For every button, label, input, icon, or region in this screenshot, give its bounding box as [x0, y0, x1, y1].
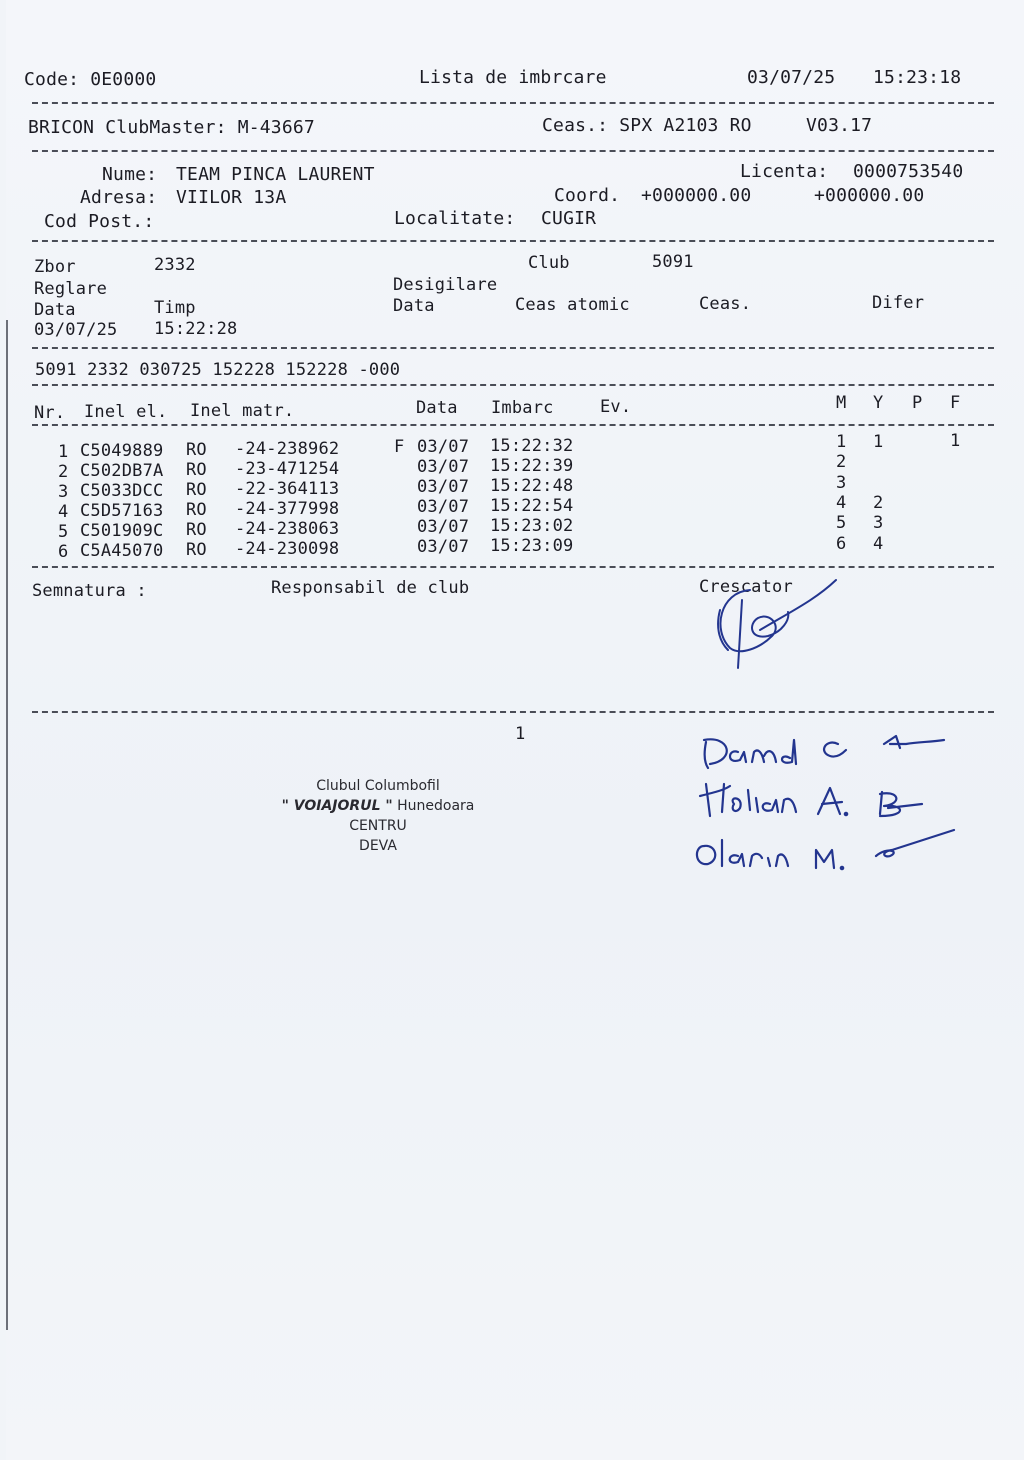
row-1-country: RO [186, 440, 207, 460]
time-label: Timp [154, 298, 196, 318]
postcode-label: Cod Post.: [44, 211, 155, 232]
row-3-ring: -22-364113 [235, 479, 340, 499]
locality-value: CUGIR [541, 208, 597, 229]
stamp-line-1: Clubul Columbofil [316, 778, 440, 794]
row-6-time: 15:23:09 [490, 536, 574, 556]
stamp-club-name: " VOIAJORUL " [281, 798, 393, 814]
flight-code-line: 5091 2332 030725 152228 152228 -000 [35, 360, 401, 380]
row-4-nr: 4 [58, 502, 69, 522]
row-1-ring-el: C5049889 [80, 441, 164, 461]
row-5-country: RO [186, 520, 207, 540]
row-1-y: 1 [873, 432, 884, 452]
row-2-m: 2 [836, 452, 847, 472]
row-5-ring: -24-238063 [235, 519, 340, 539]
row-4-time: 15:22:54 [490, 496, 574, 516]
col-p: P [912, 393, 923, 413]
col-m: M [836, 393, 847, 413]
col-ev: Ev. [600, 397, 632, 417]
row-4-ring: -24-377998 [235, 499, 340, 519]
row-6-ring-el: C5A45070 [80, 541, 164, 561]
row-4-y: 2 [873, 493, 884, 513]
club-representative-label: Responsabil de club [271, 578, 470, 598]
clock-label: Ceas.: SPX A2103 RO [542, 115, 752, 136]
page-number: 1 [515, 724, 526, 744]
row-5-m: 5 [836, 513, 847, 533]
signature-label: Semnatura : [32, 581, 147, 601]
row-3-m: 3 [836, 473, 847, 493]
coord-label: Coord. [554, 185, 621, 206]
clock-time-label: Ceas. [699, 294, 752, 314]
license-value: 0000753540 [853, 161, 964, 182]
row-1-time: 15:22:32 [490, 436, 574, 456]
license-label: Licenta: [740, 161, 829, 182]
club-label: Club [528, 253, 570, 273]
club-value: 5091 [652, 252, 694, 272]
col-y: Y [873, 393, 884, 413]
flight-label: Zbor [34, 257, 76, 277]
row-6-nr: 6 [58, 542, 69, 562]
row-6-date: 03/07 [417, 537, 470, 557]
address-label: Adresa: [80, 187, 158, 208]
row-2-nr: 2 [58, 462, 69, 482]
row-1-date: 03/07 [417, 437, 470, 457]
row-3-time: 15:22:48 [490, 476, 574, 496]
row-1-m: 1 [836, 432, 847, 452]
setting-date: 03/07/25 [34, 320, 118, 340]
col-date: Data [416, 398, 458, 418]
row-5-date: 03/07 [417, 517, 470, 537]
col-nr: Nr. [34, 403, 66, 423]
row-2-ring: -23-471254 [235, 459, 340, 479]
locality-label: Localitate: [394, 208, 516, 229]
difference-label: Difer [872, 293, 925, 313]
address-value: VIILOR 13A [176, 187, 287, 208]
row-6-ring: -24-230098 [235, 539, 340, 559]
setting-time: 15:22:28 [154, 319, 238, 339]
row-4-date: 03/07 [417, 497, 470, 517]
name-label: Nume: [102, 164, 158, 185]
row-6-y: 4 [873, 534, 884, 554]
row-4-m: 4 [836, 493, 847, 513]
name-value: TEAM PINCA LAURENT [176, 164, 375, 185]
version-label: V03.17 [806, 115, 873, 136]
col-ring: Inel matr. [190, 401, 295, 421]
device-label: BRICON ClubMaster: M-43667 [28, 117, 315, 138]
setting-label: Reglare [34, 279, 108, 299]
row-2-time: 15:22:39 [490, 456, 574, 476]
stamp-line-3: CENTRU [349, 818, 407, 834]
row-5-nr: 5 [58, 522, 69, 542]
row-3-country: RO [186, 480, 207, 500]
row-6-country: RO [186, 540, 207, 560]
col-basket: Imbarc [491, 398, 554, 418]
row-3-nr: 3 [58, 482, 69, 502]
row-6-m: 6 [836, 534, 847, 554]
print-time: 15:23:18 [873, 67, 962, 88]
stamp-line-4: DEVA [359, 838, 397, 854]
date-label: Data [34, 300, 76, 320]
row-4-ring-el: C5D57163 [80, 501, 164, 521]
row-1-f: 1 [950, 431, 961, 451]
coord-lat: +000000.00 [641, 185, 752, 206]
row-2-country: RO [186, 460, 207, 480]
breeder-label: Crescator [699, 577, 793, 597]
code-label: Code: 0E0000 [24, 69, 157, 90]
row-3-date: 03/07 [417, 477, 470, 497]
unseal-date-label: Data [393, 296, 435, 316]
row-2-ring-el: C502DB7A [80, 461, 164, 481]
row-5-y: 3 [873, 513, 884, 533]
row-2-date: 03/07 [417, 457, 470, 477]
flight-value: 2332 [154, 255, 196, 275]
col-f: F [950, 393, 961, 413]
print-date: 03/07/25 [747, 67, 836, 88]
col-ring-el: Inel el. [84, 402, 168, 422]
coord-lon: +000000.00 [814, 185, 925, 206]
row-4-country: RO [186, 500, 207, 520]
row-1-nr: 1 [58, 442, 69, 462]
row-3-ring-el: C5033DCC [80, 481, 164, 501]
stamp-city: Hunedoara [392, 798, 475, 814]
row-1-ring: -24-238962 [235, 439, 340, 459]
row-5-ring-el: C501909C [80, 521, 164, 541]
document-title: Lista de imbrcare [419, 67, 607, 88]
unsealing-label: Desigilare [393, 275, 498, 295]
row-5-time: 15:23:02 [490, 516, 574, 536]
row-1-flag: F [394, 437, 405, 457]
atomic-clock-label: Ceas atomic [515, 295, 630, 315]
